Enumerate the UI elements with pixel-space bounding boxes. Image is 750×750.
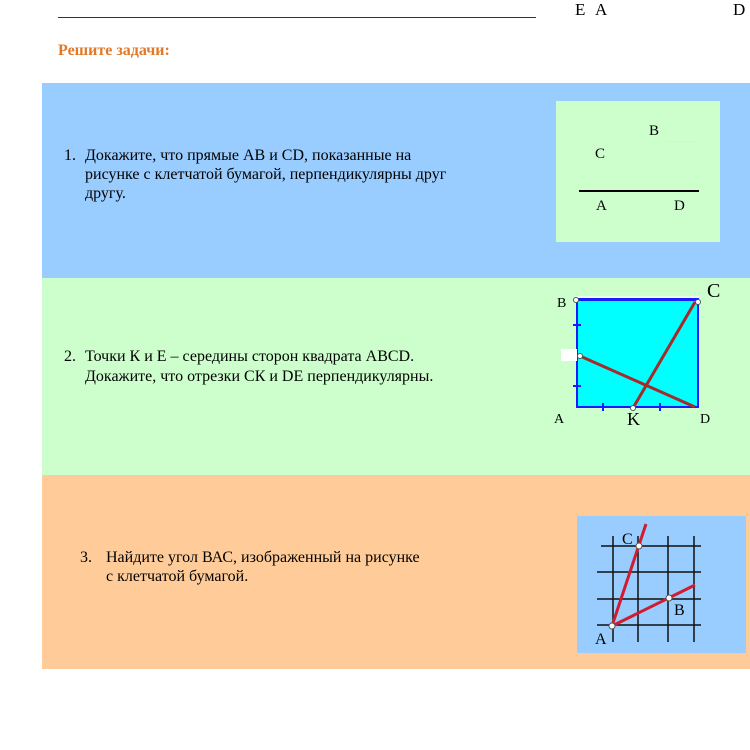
point-e [578, 354, 583, 359]
fig1-label-c: C [595, 146, 606, 162]
task-1-line-3: другу. [85, 185, 126, 202]
task-2-line-1: Точки К и Е – середины сторон квадрата ABCD. [85, 348, 415, 365]
fig2-label-a: A [554, 412, 565, 427]
fig2-label-d: D [700, 412, 711, 427]
task-2-figure [545, 278, 750, 438]
point-a [609, 623, 615, 629]
task-1-figure [556, 101, 720, 242]
square-abcd [577, 300, 698, 407]
task-3-figure [577, 516, 746, 653]
task-2-line-2: Докажите, что отрезки СК и DE перпендикулярны. [85, 368, 434, 385]
fig3-label-b: B [674, 602, 685, 619]
fig1-label-b: B [649, 123, 660, 139]
fig2-label-c: C [707, 280, 721, 302]
fig1-label-a: A [596, 198, 607, 214]
point-c [696, 300, 701, 305]
task-3-line-1: Найдите угол ВАС, изображенный на рисунке [106, 549, 420, 566]
faint-grid-line [665, 141, 700, 142]
point-c [636, 543, 642, 549]
top-label-a: A [595, 0, 608, 19]
fig2-label-k: K [627, 409, 640, 429]
task-1-line-2: рисунке с клетчатой бумагой, перпендикулярны друг [85, 166, 447, 183]
fig1-label-d: D [674, 198, 685, 214]
task-1-line-1: Докажите, что прямые АВ и CD, показанные на [85, 147, 412, 164]
top-label-e: E [575, 0, 586, 19]
top-rule [58, 17, 536, 18]
line-segment [579, 190, 699, 192]
fig2-label-b: B [557, 296, 567, 311]
task-1-number: 1. [64, 147, 76, 164]
fig3-label-c: C [622, 531, 633, 548]
task-3-number: 3. [80, 549, 92, 566]
task-2-number: 2. [64, 348, 76, 365]
task-3-line-2: с клетчатой бумагой. [106, 568, 249, 585]
label-mask [561, 349, 577, 361]
top-label-d: D [733, 0, 746, 19]
point-b [666, 595, 672, 601]
point-b [574, 298, 579, 303]
page-heading: Решите задачи: [58, 42, 170, 59]
fig3-label-a: A [595, 631, 607, 648]
